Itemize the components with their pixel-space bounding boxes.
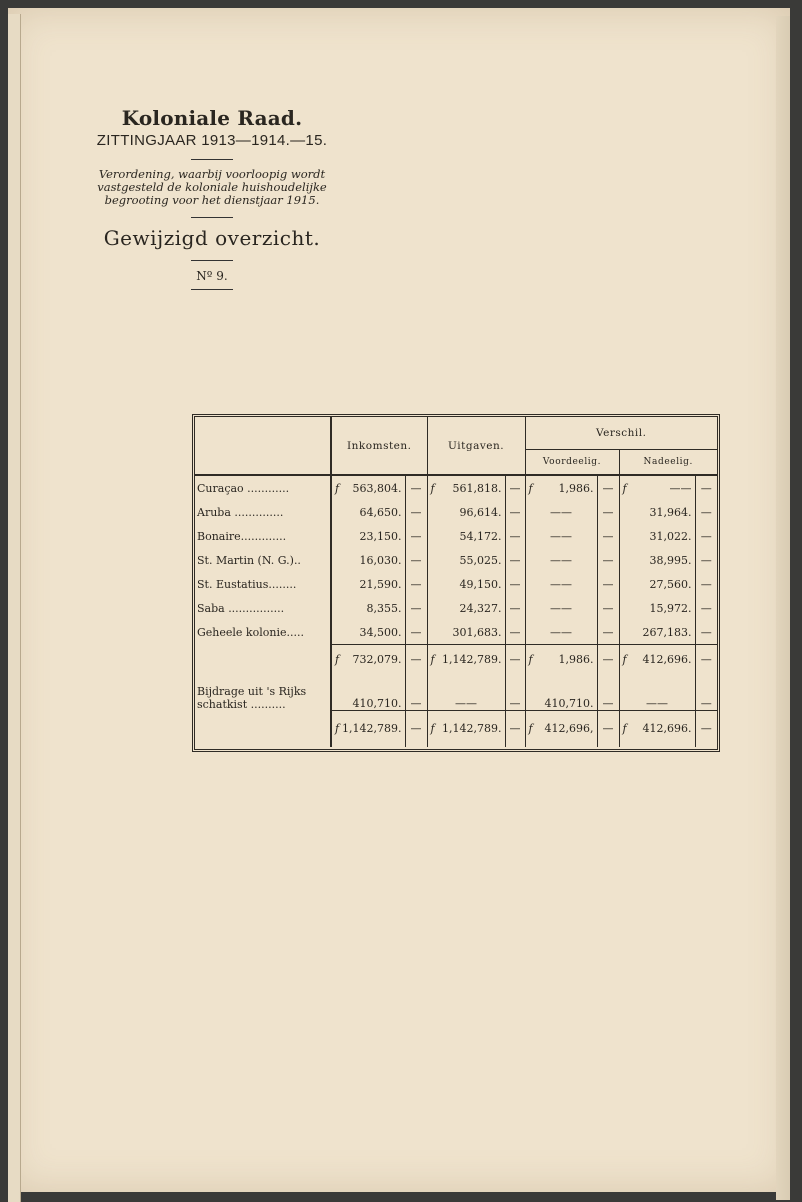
- dash-cell: —: [405, 675, 427, 711]
- expenses-cell: 49,150.: [427, 572, 505, 596]
- row-name: Geheele kolonie.....: [197, 625, 304, 639]
- budget-table: [195, 417, 717, 747]
- overview-heading: Gewijzigd overzicht.: [103, 226, 321, 250]
- deficit-cell: 31,022.: [619, 524, 695, 548]
- table-row: [195, 500, 717, 524]
- surplus-cell: ——: [525, 548, 597, 572]
- surplus-cell: ——: [525, 620, 597, 645]
- header-deficit: Nadeelig.: [619, 449, 717, 475]
- deficit-cell: 27,560.: [619, 572, 695, 596]
- document-header: [72, 106, 352, 298]
- row-name-empty: [195, 645, 331, 675]
- income-cell: 23,150.: [331, 524, 405, 548]
- income-cell: f 1,142,789.: [331, 711, 405, 747]
- dash-cell: —: [505, 620, 525, 645]
- income-cell: f 563,804.: [331, 475, 405, 500]
- florin-sign: f: [335, 722, 340, 736]
- florin-sign: f: [430, 653, 435, 667]
- dash-cell: —: [597, 572, 619, 596]
- dash-cell: —: [405, 500, 427, 524]
- divider: [191, 260, 233, 261]
- table-row: [195, 548, 717, 572]
- row-name: Aruba ..............: [197, 505, 284, 519]
- table-row: [195, 524, 717, 548]
- surplus-cell: ——: [525, 572, 597, 596]
- dash-cell: —: [505, 572, 525, 596]
- dash-cell: —: [695, 645, 717, 675]
- dash-cell: —: [695, 675, 717, 711]
- surplus-cell: ——: [525, 596, 597, 620]
- florin-sign: f: [430, 481, 435, 495]
- surplus-cell: ——: [525, 524, 597, 548]
- dash-cell: —: [405, 645, 427, 675]
- session-year: ZITTINGJAAR 1913—1914.—15.: [96, 132, 328, 149]
- dash-cell: —: [505, 711, 525, 747]
- dash-cell: —: [405, 620, 427, 645]
- dash-cell: —: [405, 548, 427, 572]
- dash-cell: —: [695, 548, 717, 572]
- deficit-cell: 38,995.: [619, 548, 695, 572]
- subtotal-row: [195, 645, 717, 675]
- dash-cell: —: [405, 711, 427, 747]
- expenses-cell: 96,614.: [427, 500, 505, 524]
- deficit-cell: f 412,696.: [619, 645, 695, 675]
- expenses-cell: 24,327.: [427, 596, 505, 620]
- row-name-empty: [195, 711, 331, 747]
- florin-sign: f: [622, 481, 627, 495]
- florin-sign: f: [335, 481, 340, 495]
- total-row: [195, 711, 717, 747]
- dash-cell: —: [695, 620, 717, 645]
- dash-cell: —: [597, 475, 619, 500]
- header-surplus: Voordeelig.: [525, 449, 619, 475]
- header-difference: Verschil.: [525, 417, 717, 449]
- expenses-cell: 54,172.: [427, 524, 505, 548]
- dash-cell: —: [597, 675, 619, 711]
- dash-cell: —: [505, 524, 525, 548]
- divider: [191, 159, 233, 160]
- expenses-cell: ——: [427, 675, 505, 711]
- florin-sign: f: [528, 653, 533, 667]
- dash-cell: —: [505, 548, 525, 572]
- dash-cell: —: [505, 500, 525, 524]
- surplus-cell: 410,710.: [525, 675, 597, 711]
- row-name: St. Eustatius........: [197, 577, 297, 591]
- surplus-cell: ——: [525, 500, 597, 524]
- dash-cell: —: [597, 596, 619, 620]
- dash-cell: —: [695, 475, 717, 500]
- florin-sign: f: [430, 722, 435, 736]
- row-name: Bonaire.............: [197, 529, 287, 543]
- dash-cell: —: [597, 620, 619, 645]
- income-cell: 8,355.: [331, 596, 405, 620]
- council-title: Koloniale Raad.: [121, 106, 303, 130]
- income-cell: 34,500.: [331, 620, 405, 645]
- dash-cell: —: [505, 475, 525, 500]
- dash-cell: —: [597, 548, 619, 572]
- header-expenses: Uitgaven.: [427, 417, 525, 475]
- row-name: St. Martin (N. G.)..: [197, 553, 301, 567]
- dash-cell: —: [597, 500, 619, 524]
- surplus-cell: f 1,986.: [525, 645, 597, 675]
- contribution-row: [195, 675, 717, 711]
- document-number: Nº 9.: [196, 269, 228, 283]
- budget-table-frame: [192, 414, 720, 752]
- expenses-cell: f 561,818.: [427, 475, 505, 500]
- dash-cell: —: [695, 596, 717, 620]
- income-cell: 64,650.: [331, 500, 405, 524]
- dash-cell: —: [695, 500, 717, 524]
- dash-cell: —: [695, 572, 717, 596]
- table-row: [195, 475, 717, 500]
- florin-sign: f: [622, 653, 627, 667]
- expenses-cell: f 1,142,789.: [427, 645, 505, 675]
- expenses-cell: f 1,142,789.: [427, 711, 505, 747]
- dash-cell: —: [405, 524, 427, 548]
- divider: [191, 217, 233, 218]
- income-cell: 16,030.: [331, 548, 405, 572]
- expenses-cell: 55,025.: [427, 548, 505, 572]
- contribution-label: Bijdrage uit 's Rijks schatkist ..........: [197, 684, 307, 711]
- florin-sign: f: [335, 653, 340, 667]
- deficit-cell: 15,972.: [619, 596, 695, 620]
- deficit-cell: f 412,696.: [619, 711, 695, 747]
- florin-sign: f: [528, 481, 533, 495]
- deficit-cell: 31,964.: [619, 500, 695, 524]
- page-edge: [776, 16, 790, 1200]
- header-income: Inkomsten.: [331, 417, 427, 475]
- income-cell: f 732,079.: [331, 645, 405, 675]
- dash-cell: —: [505, 645, 525, 675]
- dash-cell: —: [505, 675, 525, 711]
- row-name: Saba ................: [197, 601, 285, 615]
- florin-sign: f: [622, 722, 627, 736]
- dash-cell: —: [597, 711, 619, 747]
- dash-cell: —: [505, 596, 525, 620]
- deficit-cell: ——: [619, 675, 695, 711]
- dash-cell: —: [695, 524, 717, 548]
- income-cell: 21,590.: [331, 572, 405, 596]
- table-row: [195, 572, 717, 596]
- dash-cell: —: [597, 645, 619, 675]
- surplus-cell: f 412,696,: [525, 711, 597, 747]
- dash-cell: —: [405, 596, 427, 620]
- header-empty: [195, 417, 331, 475]
- florin-sign: f: [528, 722, 533, 736]
- row-name: Curaçao ............: [195, 475, 331, 500]
- dash-cell: —: [597, 524, 619, 548]
- income-cell: 410,710.: [331, 675, 405, 711]
- deficit-cell: 267,183.: [619, 620, 695, 645]
- dash-cell: —: [695, 711, 717, 747]
- binding-strip: [8, 14, 21, 1202]
- table-row: [195, 620, 717, 645]
- divider: [191, 289, 233, 290]
- surplus-cell: f 1,986.: [525, 475, 597, 500]
- table-row: [195, 596, 717, 620]
- deficit-cell: f ——: [619, 475, 695, 500]
- decree-description: Verordening, waarbij voorloopig wordt vastgesteld de koloniale huishoudelijke begrooting voor het dienstjaar 1915.: [97, 167, 327, 207]
- expenses-cell: 301,683.: [427, 620, 505, 645]
- dash-cell: —: [405, 475, 427, 500]
- dash-cell: —: [405, 572, 427, 596]
